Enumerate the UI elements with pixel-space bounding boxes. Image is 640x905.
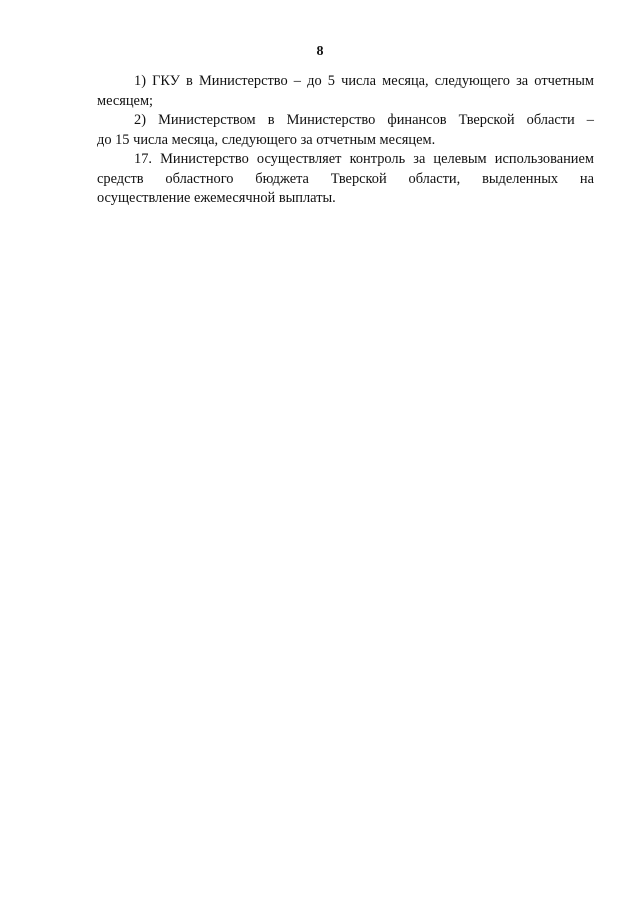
paragraph-line: 1) ГКУ в Министерство – до 5 числа месяца, следующего за отчетным	[134, 73, 594, 89]
paragraph-line: 17. Министерство осуществляет контроль за целевым использованием	[134, 151, 594, 167]
paragraph-line: месяцем;	[97, 92, 154, 109]
paragraph-line: 2) Министерством в Министерство финансов Тверской области –	[134, 112, 594, 128]
paragraph-line: до 15 числа месяца, следующего за отчетным месяцем.	[97, 131, 436, 148]
paragraph-ministry-deadline	[97, 111, 594, 150]
paragraph-control-clause	[97, 150, 594, 209]
paragraph-line: осуществление ежемесячной выплаты.	[97, 190, 336, 206]
page-number: 8	[316, 44, 324, 59]
paragraph-line: средств областного бюджета Тверской области, выделенных на	[97, 170, 594, 187]
paragraph-gku-deadline	[97, 72, 594, 111]
document-body	[97, 72, 594, 209]
